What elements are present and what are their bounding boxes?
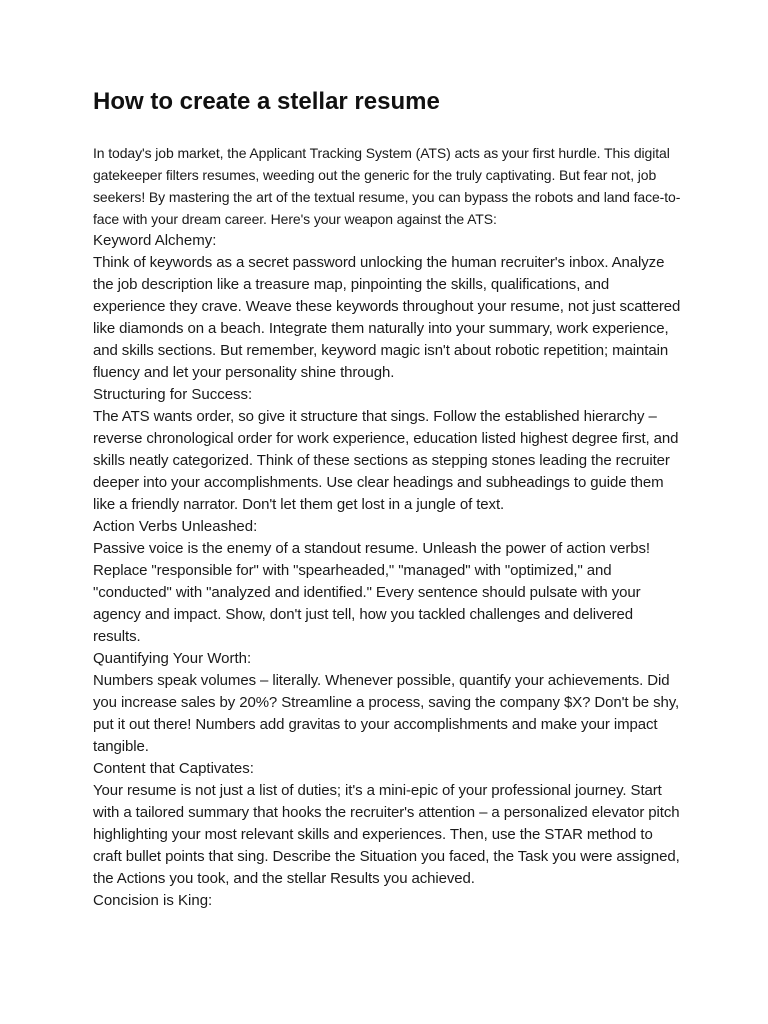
section-heading: Content that Captivates: — [93, 760, 254, 777]
section-structuring-for-success — [93, 384, 683, 516]
section-heading: Action Verbs Unleashed: — [93, 518, 258, 535]
section-body: Think of keywords as a secret password unlocking the human recruiter's inbox. Analyze the job description like a treasure map, pinpointing the skills, qualifications, and experience they crave. Weave these keywords throughout your resume, not just scattered like diamonds on a beach. Integrate them naturally into your summary, work experience, and skills sections. But remember, keyword magic isn't about robotic repetition; maintain fluency and let your personality shine through. — [93, 254, 681, 381]
section-body: Passive voice is the enemy of a standout resume. Unleash the power of action verbs! Replace "responsible for" with "spearheaded," "managed" with "optimized," and "conducted" with "analyzed and identified." Every sentence should pulsate with your agency and impact. Show, don't just tell, how you tackled challenges and delivered results. — [93, 540, 650, 645]
section-action-verbs-unleashed — [93, 516, 683, 648]
section-heading: Keyword Alchemy: — [93, 232, 217, 249]
section-heading: Structuring for Success: — [93, 386, 253, 403]
intro-paragraph: In today's job market, the Applicant Tracking System (ATS) acts as your first hurdle. This digital gatekeeper filters resumes, weeding out the generic for the truly captivating. But fear not, job seekers! By mastering the art of the textual resume, you can bypass the robots and land face-to-face with your dream career. Here's your weapon against the ATS: — [93, 145, 681, 227]
section-content-that-captivates — [93, 758, 683, 890]
section-body: The ATS wants order, so give it structure that sings. Follow the established hierarchy – reverse chronological order for work experience, education listed highest degree first, and skills neatly categorized. Think of these sections as stepping stones leading the recruiter deeper into your accomplishments. Use clear headings and subheadings to guide them like a friendly narrator. Don't let them get lost in a jungle of text. — [93, 408, 679, 513]
section-heading: Concision is King: — [93, 892, 213, 909]
section-body: Your resume is not just a list of duties; it's a mini-epic of your professional journey. Start with a tailored summary that hooks the recruiter's attention – a personalized elevator pitch highlighting your most relevant skills and experiences. Then, use the STAR method to craft bullet points that sing. Describe the Situation you faced, the Task you were assigned, the Actions you took, and the stellar Results you achieved. — [93, 782, 680, 887]
section-body: Numbers speak volumes – literally. Whenever possible, quantify your achievements. Did you increase sales by 20%? Streamline a process, saving the company $X? Don't be shy, put it out there! Numbers add gravitas to your accomplishments and make your impact tangible. — [93, 672, 680, 755]
page-title: How to create a stellar resume — [93, 88, 440, 115]
section-concision-is-king — [93, 890, 683, 912]
document-page — [93, 86, 683, 912]
section-heading: Quantifying Your Worth: — [93, 650, 252, 667]
section-quantifying-your-worth — [93, 648, 683, 758]
section-keyword-alchemy — [93, 230, 683, 384]
